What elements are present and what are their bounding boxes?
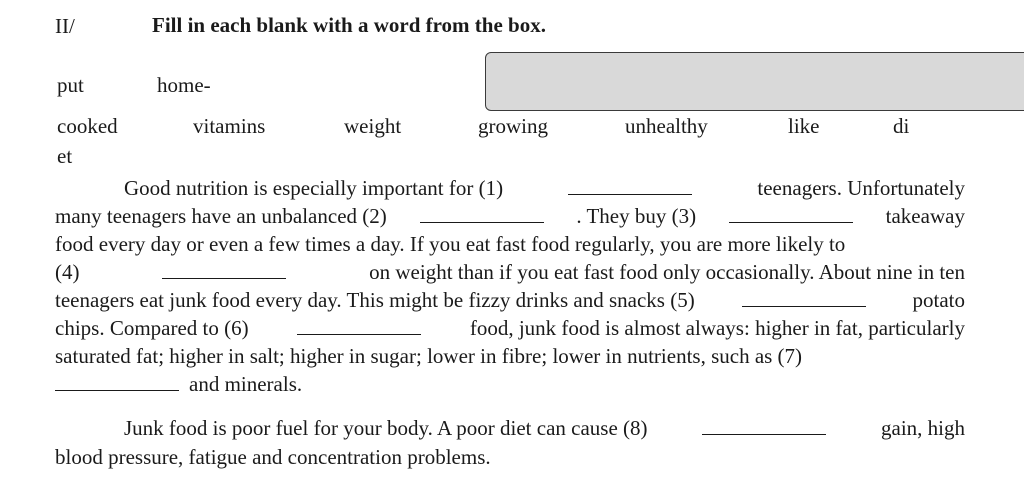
- word-box-item: di: [893, 114, 910, 138]
- blank-7[interactable]: [55, 370, 179, 391]
- blank-6[interactable]: [297, 314, 421, 335]
- word-box-item: like: [788, 114, 820, 138]
- word-box-item: growing: [478, 114, 548, 138]
- paragraph-line: [55, 174, 965, 202]
- text-segment: teenagers. Unfortunately: [757, 176, 965, 200]
- word-box-item: et: [57, 144, 73, 168]
- text-segment: chips. Compared to (6): [55, 316, 249, 340]
- word-box-item: cooked: [57, 114, 118, 138]
- blank-2[interactable]: [420, 202, 544, 223]
- text-segment: blood pressure, fatigue and concentration problems.: [55, 445, 491, 469]
- text-segment: and minerals.: [189, 372, 303, 396]
- word-box-item: vitamins: [193, 114, 266, 138]
- text-segment: on weight than if you eat fast food only occasionally. About nine in ten: [369, 260, 965, 284]
- paragraph-line: [55, 414, 965, 442]
- paragraph-line: [55, 258, 965, 286]
- word-box-item: unhealthy: [625, 114, 708, 138]
- word-box-item: home-: [157, 73, 211, 97]
- text-segment: potato: [912, 288, 965, 312]
- text-segment: . They buy (3): [576, 204, 697, 228]
- section-number: II/: [55, 14, 75, 38]
- text-segment: takeaway: [885, 204, 965, 228]
- text-segment: many teenagers have an unbalanced (2): [55, 204, 387, 228]
- paragraph-line: [55, 230, 965, 258]
- blank-3[interactable]: [729, 202, 853, 223]
- text-segment: food, junk food is almost always: higher in fat, particularly: [469, 316, 965, 340]
- paragraph-line: [55, 342, 965, 370]
- paragraph-line: [55, 202, 965, 230]
- text-segment: Good nutrition is especially important for (1): [124, 176, 504, 200]
- text-segment: gain, high: [881, 416, 965, 440]
- paragraph-line: [55, 314, 965, 342]
- paragraph-line: [55, 443, 965, 471]
- instruction-heading: Fill in each blank with a word from the box.: [152, 13, 546, 37]
- text-segment: Junk food is poor fuel for your body. A poor diet can cause (8): [124, 416, 648, 440]
- text-segment: (4): [55, 260, 80, 284]
- blank-4[interactable]: [162, 258, 286, 279]
- blank-5[interactable]: [742, 286, 866, 307]
- text-segment: food every day or even a few times a day. If you eat fast food regularly, you are more likely to: [55, 232, 846, 256]
- word-box-item: weight: [344, 114, 402, 138]
- text-segment: saturated fat; higher in salt; higher in sugar; lower in fibre; lower in nutrients, such as (7): [55, 344, 803, 368]
- text-segment: teenagers eat junk food every day. This might be fizzy drinks and snacks (5): [55, 288, 695, 312]
- blank-8[interactable]: [702, 414, 826, 435]
- word-box-item: put: [57, 73, 84, 97]
- redaction-box: [485, 52, 1024, 111]
- blank-1[interactable]: [568, 174, 692, 195]
- paragraph-line: [55, 370, 965, 398]
- paragraph-line: [55, 286, 965, 314]
